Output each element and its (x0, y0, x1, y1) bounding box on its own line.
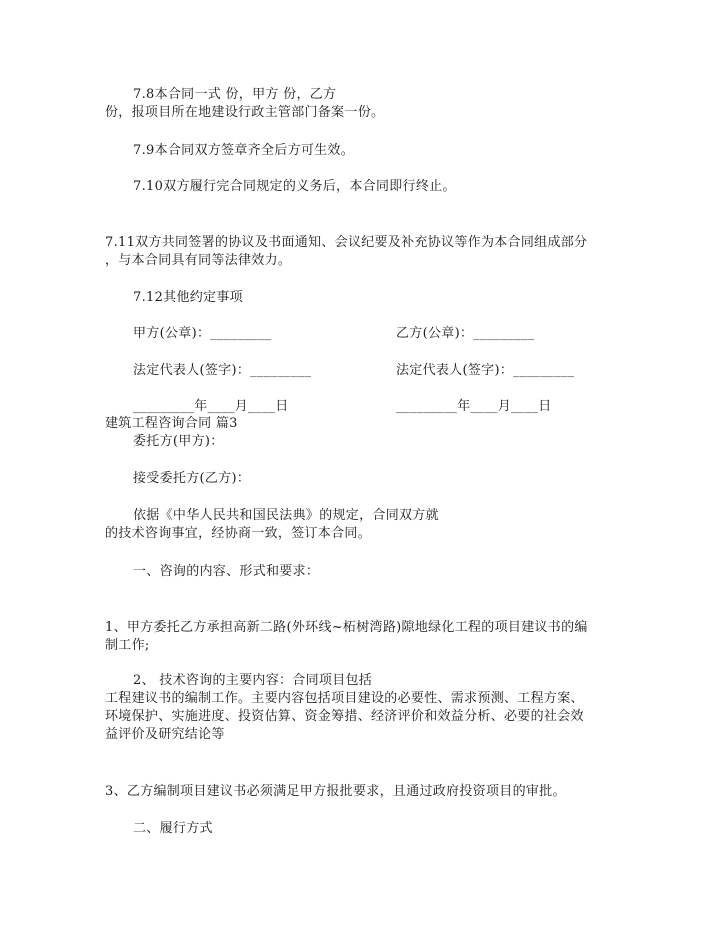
item-1-line2: 制工作; (105, 638, 150, 653)
client-party-label: 委托方(甲方)： (133, 434, 224, 449)
item-2-line2: 工程建议书的编制工作。主要内容包括项目建设的必要性、需求预测、工程方案、 (105, 691, 584, 706)
clause-7-8-line1: 7.8本合同一式 份，甲方 份，乙方 (133, 87, 337, 102)
party-a-representative: 法定代表人(签字)：_________ (133, 363, 312, 378)
clause-7-11-line1: 7.11双方共同签署的协议及书面通知、会议纪要及补充协议等作为本合同组成部分 (105, 235, 588, 250)
clause-7-10: 7.10双方履行完合同规定的义务后，本合同即行终止。 (133, 179, 456, 194)
item-2-line1: 2、 技术咨询的主要内容：合同项目包括 (133, 673, 373, 688)
preamble-line2: 的技术咨询事宜，经协商一致，签订本合同。 (105, 526, 372, 541)
party-b-representative: 法定代表人(签字)：_________ (396, 363, 575, 378)
clause-7-8-line2: 份，报项目所在地建设行政主管部门备案一份。 (105, 105, 385, 120)
contractor-party-label: 接受委托方(乙方)： (133, 471, 251, 486)
item-3: 3、乙方编制项目建议书必须满足甲方报批要求，且通过政府投资项目的审批。 (105, 784, 566, 799)
item-2-line3: 环境保护、实施进度、投资估算、资金筹措、经济评价和效益分析、必要的社会效 (105, 709, 584, 724)
item-2-line4: 益评价及研究结论等 (105, 727, 225, 742)
party-b-date: _________年____月____日 (396, 399, 552, 414)
clause-7-12: 7.12其他约定事项 (133, 290, 243, 305)
item-1-line1: 1、甲方委托乙方承担高新二路(外环线~柘树湾路)隙地绿化工程的项目建议书的编 (105, 620, 588, 635)
party-a-date: _________年____月____日 (133, 399, 289, 414)
party-b-seal: 乙方(公章)：_________ (396, 326, 535, 341)
section-title: 建筑工程咨询合同 篇3 (105, 416, 238, 431)
heading-consulting-content: 一、咨询的内容、形式和要求： (133, 564, 320, 579)
party-a-seal: 甲方(公章)：_________ (133, 326, 272, 341)
preamble-line1: 依据《中华人民共和国民法典》的规定，合同双方就 (133, 508, 439, 523)
clause-7-11-line2: ，与本合同具有同等法律效力。 (105, 253, 292, 268)
clause-7-9: 7.9本合同双方签章齐全后方可生效。 (133, 143, 355, 158)
heading-performance-method: 二、履行方式 (133, 821, 213, 836)
